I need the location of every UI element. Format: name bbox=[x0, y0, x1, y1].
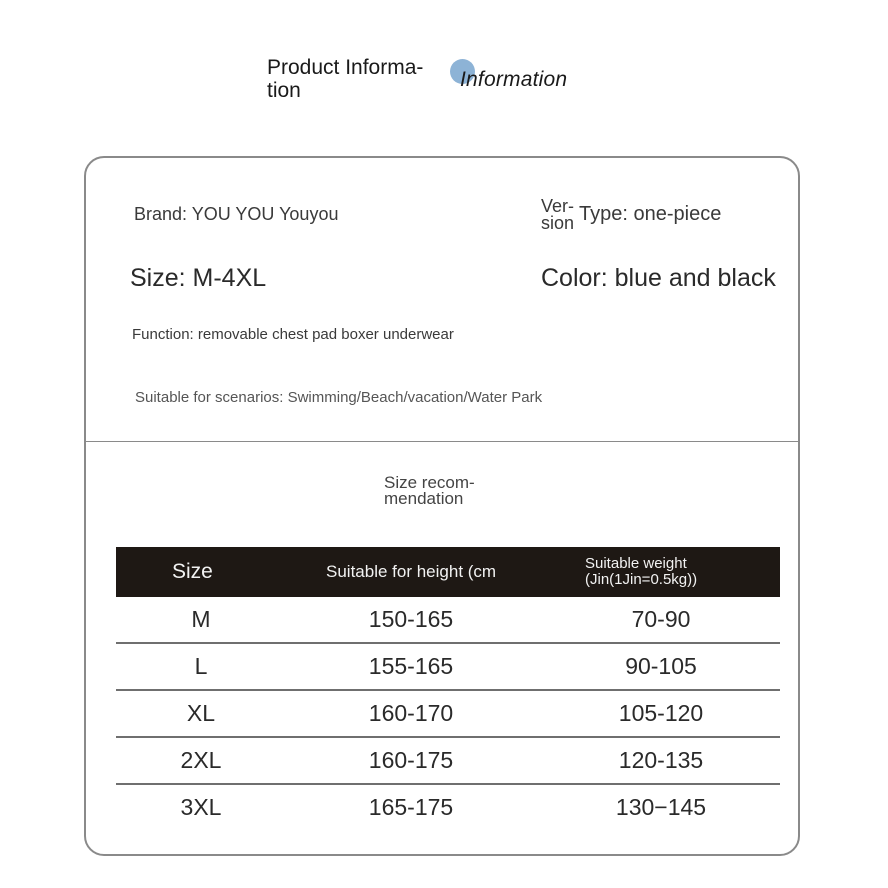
cell-weight: 120-135 bbox=[618, 747, 704, 773]
size-range-text: Size: M-4XL bbox=[130, 264, 267, 292]
page-subtitle: Information bbox=[460, 68, 568, 91]
header-weight-line-2: (Jin(1Jin=0.5kg)) bbox=[585, 571, 698, 588]
size-recommendation-title bbox=[384, 475, 504, 507]
cell-size: M bbox=[191, 606, 211, 632]
color-text: Color: blue and black bbox=[541, 264, 776, 292]
page-header bbox=[267, 56, 607, 116]
cell-weight: 105-120 bbox=[618, 700, 704, 726]
page-title bbox=[267, 56, 447, 102]
version-label-line-1: Ver- bbox=[541, 196, 575, 216]
table-row bbox=[116, 691, 780, 738]
function-text: Function: removable chest pad boxer underwear bbox=[132, 326, 454, 343]
cell-size: 3XL bbox=[180, 794, 222, 820]
table-row bbox=[116, 644, 780, 691]
scenarios-text: Suitable for scenarios: Swimming/Beach/vacation/Water Park bbox=[135, 389, 543, 406]
size-table bbox=[116, 547, 780, 830]
cell-height: 160-175 bbox=[368, 747, 454, 773]
cell-weight: 70-90 bbox=[631, 606, 691, 632]
brand-text: Brand: YOU YOU Youyou bbox=[134, 204, 339, 224]
table-row bbox=[116, 785, 780, 830]
size-table-header bbox=[116, 547, 780, 597]
cell-size: L bbox=[194, 653, 208, 679]
table-row bbox=[116, 738, 780, 785]
cell-weight: 90-105 bbox=[625, 653, 697, 679]
cell-height: 160-170 bbox=[368, 700, 454, 726]
cell-size: XL bbox=[186, 700, 216, 726]
cell-height: 155-165 bbox=[368, 653, 454, 679]
version-label-line-2: sion bbox=[541, 213, 575, 233]
header-weight-line-1: Suitable weight bbox=[585, 555, 687, 572]
type-text: Type: one-piece bbox=[579, 203, 722, 225]
cell-weight: 130−145 bbox=[615, 794, 707, 820]
page-title-line-2: tion bbox=[267, 79, 301, 102]
size-recommendation-line-2: mendation bbox=[384, 489, 464, 508]
header-height: Suitable for height (cm bbox=[326, 562, 497, 581]
cell-size: 2XL bbox=[180, 747, 222, 773]
version-label bbox=[541, 198, 583, 232]
product-info-card bbox=[84, 156, 800, 856]
page-title-line-1: Product Informa- bbox=[267, 56, 424, 79]
cell-height: 150-165 bbox=[368, 606, 454, 632]
section-divider bbox=[86, 441, 798, 442]
header-weight bbox=[585, 547, 735, 597]
header-size: Size bbox=[172, 560, 213, 583]
size-recommendation-line-1: Size recom- bbox=[384, 473, 475, 492]
cell-height: 165-175 bbox=[368, 794, 454, 820]
table-row bbox=[116, 597, 780, 644]
